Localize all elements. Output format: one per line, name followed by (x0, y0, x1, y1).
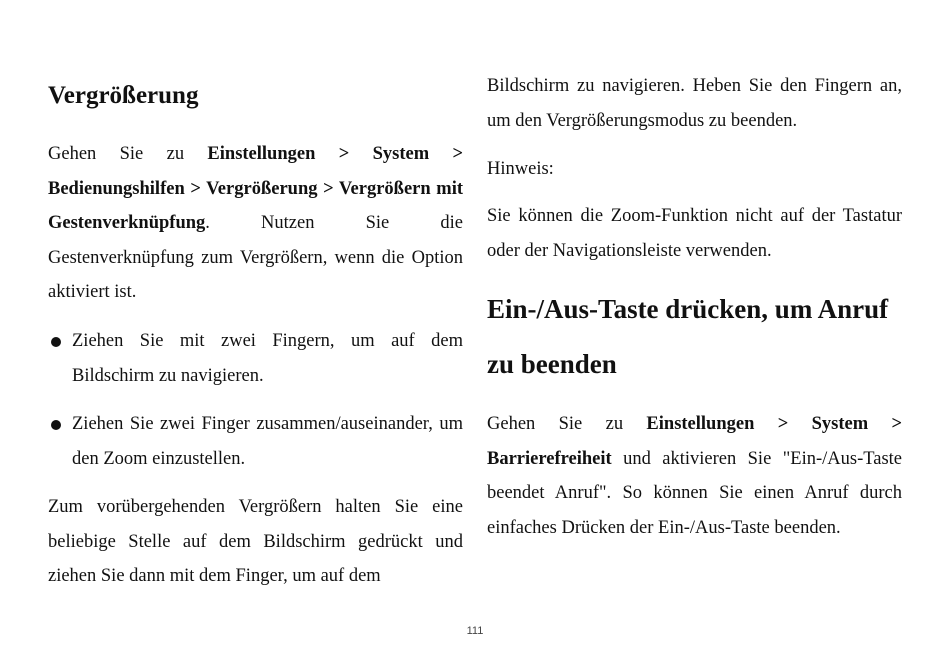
section-heading-vergroesserung: Vergrößerung (48, 82, 199, 109)
section-heading-power-button: Ein-/Aus-Taste drücken, um Anruf zu beenden (487, 294, 889, 379)
settings-path-bold: Einstellungen > System > Bedienungshilfen > Vergrößerung > Vergrößern mit Gestenverknüpfung (48, 144, 463, 233)
settings-path-bold: Einstellungen > System > Barrierefreiheit (487, 414, 902, 469)
paragraph-temporary-zoom: Zum vorübergehenden Vergrößern halten Sie eine beliebige Stelle auf dem Bildschirm gedrückt und ziehen Sie dann mit dem Finger, um auf dem (48, 497, 463, 586)
page-number: 111 (466, 625, 484, 637)
bullet-text: Ziehen Sie zwei Finger zusammen/auseinander, um den Zoom einzustellen. (72, 414, 463, 469)
bullet-item (48, 407, 463, 476)
paragraph-settings-path (48, 137, 463, 310)
bullet-text: Ziehen Sie mit zwei Fingern, um auf dem Bildschirm zu navigieren. (72, 331, 463, 386)
paragraph-text: und aktivieren Sie "Ein-/Aus-Taste beendet Anruf". So können Sie einen Anruf durch einfaches Drücken der Ein-/Aus-Taste beenden. (487, 448, 902, 538)
note-text: Sie können die Zoom-Funktion nicht auf der Tastatur oder der Navigationsleiste verwenden. (487, 206, 902, 261)
paragraph-text: . Nutzen Sie die Gestenverknüpfung zum Vergrößern, wenn die Option aktiviert ist. (48, 213, 463, 302)
bullet-dot-icon (51, 337, 61, 347)
paragraph-power-button (487, 407, 902, 545)
bullet-item (48, 324, 463, 393)
bullet-dot-icon (51, 420, 61, 430)
paragraph-continuation: Bildschirm zu navigieren. Heben Sie den Fingern an, um den Vergrößerungsmodus zu beenden. (487, 76, 902, 131)
paragraph-text: Gehen Sie zu (487, 414, 647, 434)
paragraph-text: Gehen Sie zu (48, 144, 208, 164)
note-label: Hinweis: (487, 159, 554, 179)
